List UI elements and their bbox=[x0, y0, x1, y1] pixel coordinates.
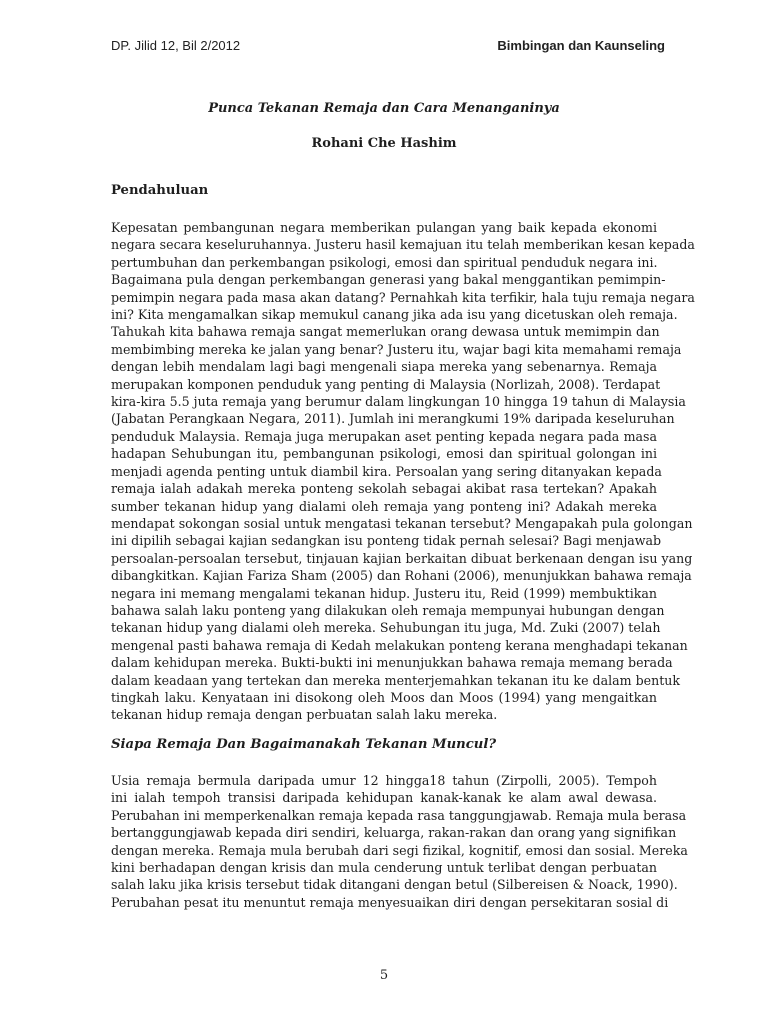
text-line: Tahukah kita bahawa remaja sangat memerlukan orang dewasa untuk memimpin dan bbox=[111, 324, 660, 340]
text-line: pemimpin negara pada masa akan datang? Pernahkah kita terfikir, hala tuju remaja negara bbox=[111, 289, 695, 305]
text-line: dalam kehidupan mereka. Bukti-bukti ini menunjukkan bahawa remaja memang berada bbox=[111, 655, 673, 671]
text-line: (Jabatan Perangkaan Negara, 2011). Jumlah ini merangkumi 19% daripada keseluruhan bbox=[111, 411, 675, 427]
text-line: dibangkitkan. Kajian Fariza Sham (2005) dan Rohani (2006), menunjukkan bahawa remaja bbox=[111, 568, 692, 584]
running-header-left: DP. Jilid 12, Bil 2/2012 bbox=[111, 38, 241, 53]
text-line: ini dipilih sebagai kajian sedangkan isu ponteng tidak pernah selesai? Bagi menjawab bbox=[111, 533, 662, 549]
text-line: tekanan hidup yang dialami oleh mereka. Sehubungan itu juga, Md. Zuki (2007) telah bbox=[111, 620, 661, 636]
page-number: 5 bbox=[379, 968, 389, 983]
text-line: ini ialah tempoh transisi daripada kehidupan kanak-kanak ke alam awal dewasa. bbox=[111, 790, 657, 806]
text-line: mendapat sokongan sosial untuk mengatasi tekanan tersebut? Mengapakah pula golongan bbox=[111, 515, 693, 531]
text-line: tingkah laku. Kenyataan ini disokong oleh Moos dan Moos (1994) yang mengaitkan bbox=[111, 689, 657, 705]
text-line: pertumbuhan dan perkembangan psikologi, emosi dan spiritual penduduk negara ini. bbox=[111, 254, 658, 270]
text-line: negara ini memang mengalami tekanan hidup. Justeru itu, Reid (1999) membuktikan bbox=[111, 585, 657, 601]
section-body-pendahuluan bbox=[111, 219, 695, 724]
text-line: Usia remaja bermula daripada umur 12 hingga18 tahun (Zirpolli, 2005). Tempoh bbox=[111, 773, 657, 788]
article-title: Punca Tekanan Remaja dan Cara Menanganinya bbox=[208, 101, 560, 116]
article-author: Rohani Che Hashim bbox=[311, 136, 457, 151]
section-heading-pendahuluan: Pendahuluan bbox=[111, 183, 209, 198]
text-line: Bagaimana pula dengan perkembangan generasi yang bakal menggantikan pemimpin- bbox=[111, 272, 666, 288]
text-line: Perubahan ini memperkenalkan remaja kepada rasa tanggungjawab. Remaja mula berasa bbox=[111, 807, 687, 823]
text-line: hadapan Sehubungan itu, pembangunan psikologi, emosi dan spiritual golongan ini bbox=[111, 446, 657, 462]
text-line: salah laku jika krisis tersebut tidak ditangani dengan betul (Silbereisen & Noack, 1990). bbox=[111, 877, 678, 893]
running-header-right: Bimbingan dan Kaunseling bbox=[497, 38, 665, 53]
text-line: mengenal pasti bahawa remaja di Kedah melakukan ponteng kerana menghadapi tekanan bbox=[111, 637, 688, 653]
section-body-siapa-remaja bbox=[111, 772, 688, 911]
text-line: bertanggungjawab kepada diri sendiri, keluarga, rakan-rakan dan orang yang signifikan bbox=[111, 825, 677, 841]
text-line: menjadi agenda penting untuk diambil kira. Persoalan yang sering ditanyakan kepada bbox=[111, 463, 662, 479]
text-line: bahawa salah laku ponteng yang dilakukan oleh remaja mempunyai hubungan dengan bbox=[111, 602, 665, 618]
text-line: persoalan-persoalan tersebut, tinjauan kajian berkaitan dibuat berkenaan dengan isu yang bbox=[111, 550, 693, 566]
text-line: membimbing mereka ke jalan yang benar? Justeru itu, wajar bagi kita memahami remaja bbox=[111, 341, 682, 357]
text-line: negara secara keseluruhannya. Justeru hasil kemajuan itu telah memberikan kesan kepada bbox=[111, 237, 695, 253]
text-line: dengan lebih mendalam lagi bagi mengenali siapa mereka yang sebenarnya. Remaja bbox=[111, 359, 657, 375]
text-line: tekanan hidup remaja dengan perbuatan salah laku mereka. bbox=[111, 707, 498, 723]
text-line: Perubahan pesat itu menuntut remaja menyesuaikan diri dengan persekitaran sosial di bbox=[111, 894, 669, 910]
text-line: dengan mereka. Remaja mula berubah dari segi fizikal, kognitif, emosi dan sosial. Mereka bbox=[111, 842, 688, 858]
text-line: kira-kira 5.5 juta remaja yang berumur dalam lingkungan 10 hingga 19 tahun di Malaysia bbox=[111, 394, 686, 410]
text-line: penduduk Malaysia. Remaja juga merupakan aset penting kepada negara pada masa bbox=[111, 428, 657, 444]
text-line: sumber tekanan hidup yang dialami oleh remaja yang ponteng ini? Adakah mereka bbox=[111, 498, 657, 514]
text-line: ini? Kita mengamalkan sikap memukul canang jika ada isu yang dicetuskan oleh remaja. bbox=[111, 307, 678, 323]
text-line: dalam keadaan yang tertekan dan mereka menterjemahkan tekanan itu ke dalam bentuk bbox=[111, 672, 681, 688]
text-line: merupakan komponen penduduk yang penting di Malaysia (Norlizah, 2008). Terdapat bbox=[111, 376, 661, 392]
section-heading-siapa-remaja: Siapa Remaja Dan Bagaimanakah Tekanan Muncul? bbox=[111, 737, 497, 752]
text-line: kini berhadapan dengan krisis dan mula cenderung untuk terlibat dengan perbuatan bbox=[111, 860, 657, 876]
text-line: Kepesatan pembangunan negara memberikan pulangan yang baik kepada ekonomi bbox=[111, 220, 657, 235]
text-line: remaja ialah adakah mereka ponteng sekolah sebagai akibat rasa tertekan? Apakah bbox=[111, 481, 657, 497]
